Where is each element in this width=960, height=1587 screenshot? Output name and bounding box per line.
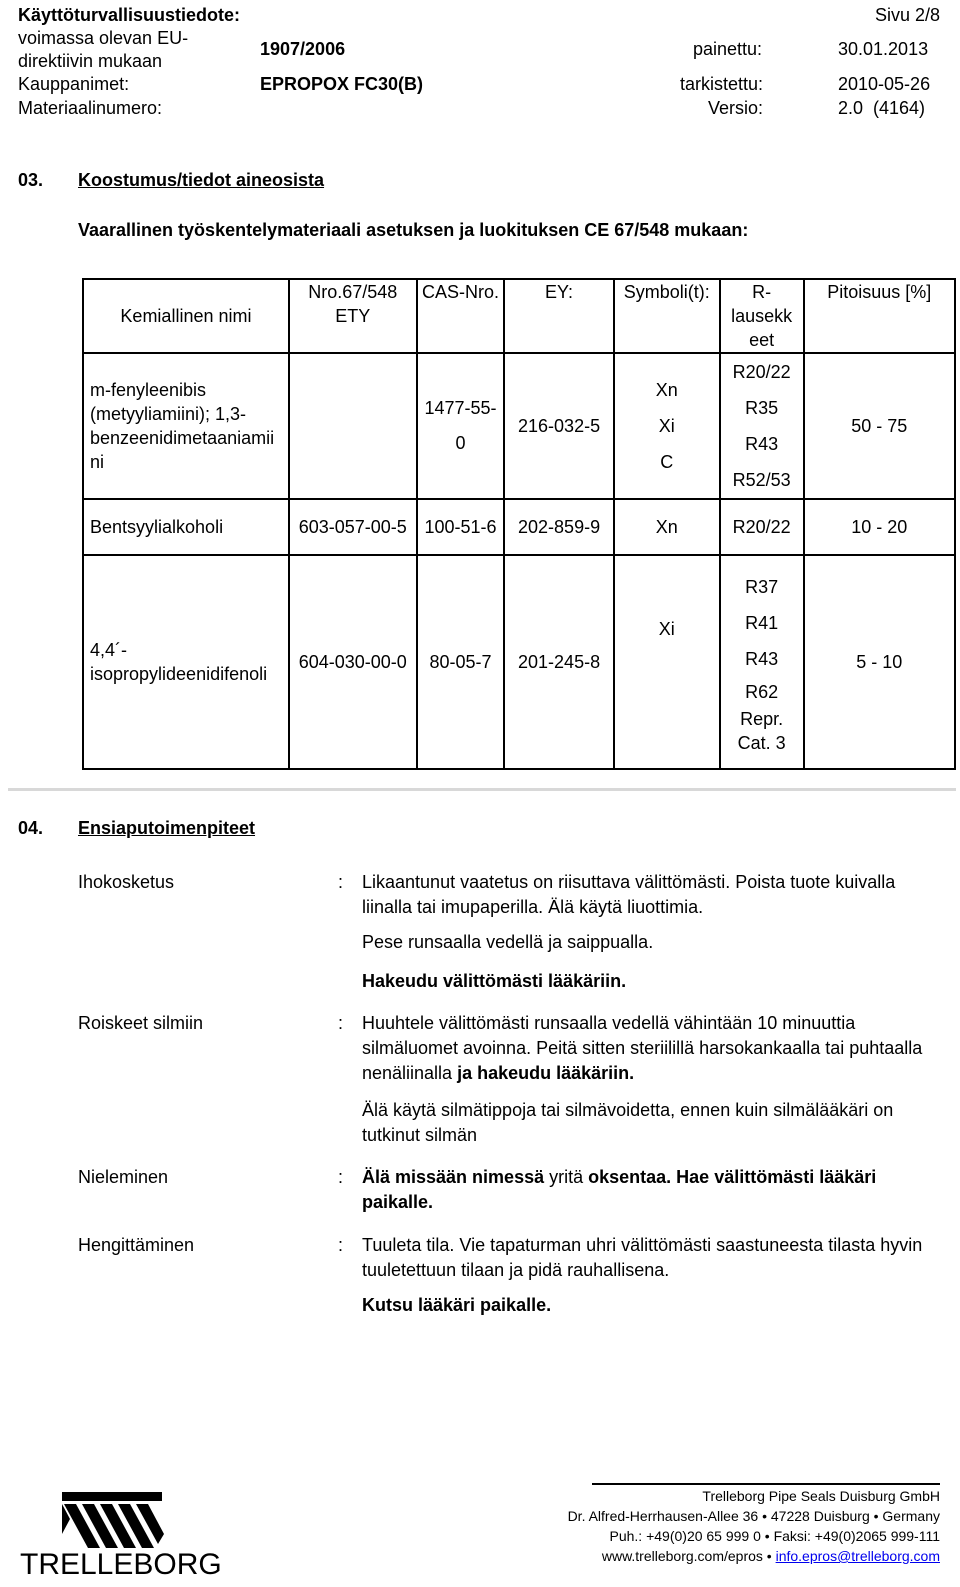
inhalation-text — [362, 1233, 922, 1318]
company-name: Trelleborg Pipe Seals Duisburg GmbH — [702, 1488, 940, 1504]
table-row — [83, 499, 955, 555]
row-3-content: 5 - 10 — [804, 555, 955, 769]
text-line: Älä käytä silmätippoja tai silmävoidetta, ennen kuin silmälääkäri on — [362, 1100, 894, 1120]
section-3-title: Koostumus/tiedot aineosista — [78, 170, 325, 190]
r-phrase: R52/53 — [732, 470, 791, 490]
text-line: Likaantunut vaatetus on riisuttava välittömästi. Poista tuote kuivalla — [362, 872, 896, 892]
email-link[interactable]: info.epros@trelleborg.com — [775, 1548, 940, 1564]
r-phrase: R43 — [745, 434, 779, 454]
row-1-cas: 1477-55-0 — [417, 353, 505, 499]
header-symbol: Symboli(t): — [614, 279, 720, 353]
composition-table — [82, 278, 956, 770]
regulation-number: 1907/2006 — [260, 39, 346, 59]
checked-label: tarkistettu: — [680, 74, 764, 94]
text-line — [362, 1165, 876, 1190]
trelleborg-logo — [18, 1490, 222, 1581]
r-phrase: R62 — [745, 682, 779, 702]
row-1-content: 50 - 75 — [804, 353, 955, 499]
row-2-nro: 603-057-00-5 — [289, 499, 417, 555]
row-2-cas: 100-51-6 — [417, 499, 505, 555]
r-phrase: R20/22 — [732, 362, 791, 382]
tradename-label: Kauppanimet: — [18, 74, 130, 94]
row-2-name: Bentsyylialkoholi — [83, 499, 289, 555]
text-line: paikalle. — [362, 1192, 434, 1212]
text-line: Tuuleta tila. Vie tapaturman uhri välittömästi saastuneesta tilasta hyvin — [362, 1235, 923, 1255]
text-line: liinalla tai imupaperilla. Älä käytä liuottimia. — [362, 897, 704, 917]
row-3-name-line: isopropylideenidifenoli — [90, 664, 268, 684]
colon: : — [338, 1167, 344, 1187]
r-phrase: R43 — [745, 649, 779, 669]
row-3-ey: 201-245-8 — [504, 555, 613, 769]
row-1-symbols — [614, 353, 720, 499]
checked-date: 2010-05-26 — [838, 74, 931, 94]
text-span: nenäliinalla — [362, 1063, 458, 1083]
table-row — [83, 353, 955, 499]
logo-wordmark: TRELLEBORG — [20, 1548, 222, 1581]
eye-splash-text — [362, 1011, 922, 1148]
row-1-name-line: m-fenyleenibis — [90, 380, 207, 400]
header-r-phrases — [720, 279, 804, 353]
row-2-r-phrases: R20/22 — [720, 499, 804, 555]
swallowing-text — [362, 1165, 876, 1215]
row-2-symbols: Xn — [614, 499, 720, 555]
trelleborg-logo-icon — [18, 1490, 208, 1552]
skin-contact-label: Ihokosketus — [78, 872, 175, 892]
text-line: Pese runsaalla vedellä ja saippualla. — [362, 932, 654, 952]
company-phone: Puh.: +49(0)20 65 999 0 • Faksi: +49(0)2065 999-111 — [609, 1528, 940, 1544]
row-1-name-line: ni — [90, 452, 105, 472]
header-content: Pitoisuus [%] — [804, 279, 955, 353]
material-label: Materiaalinumero: — [18, 98, 163, 118]
symbol-code: C — [660, 452, 674, 472]
text-line: Kutsu lääkäri paikalle. — [362, 1295, 552, 1315]
row-1-name-line: benzeenidimetaaniamii — [90, 428, 275, 448]
header-nro-line-1: Nro.67/548 — [308, 282, 398, 302]
section-3-number: 03. — [18, 170, 44, 190]
version: 2.0 (4164) — [838, 98, 926, 118]
row-3-r-phrases — [720, 555, 804, 769]
footer-line — [592, 1483, 940, 1485]
header-nro-line-2: ETY — [335, 306, 371, 326]
row-1-name — [83, 353, 289, 499]
printed-date: 30.01.2013 — [838, 39, 929, 59]
colon: : — [338, 1013, 344, 1033]
row-3-name — [83, 555, 289, 769]
row-3-nro: 604-030-00-0 — [289, 555, 417, 769]
colon: : — [338, 872, 344, 892]
colon: : — [338, 1235, 344, 1255]
r-phrase: R35 — [745, 398, 779, 418]
company-web — [602, 1546, 940, 1566]
r-phrase: R37 — [745, 577, 779, 597]
company-address: Dr. Alfred-Herrhausen-Allee 36 • 47228 Duisburg • Germany — [567, 1508, 940, 1524]
skin-contact-text — [362, 870, 895, 994]
regulation-label: voimassa olevan EU- — [18, 28, 189, 48]
header-chemical-name: Kemiallinen nimi — [83, 279, 289, 353]
row-3-symbols: Xi — [614, 555, 720, 769]
row-1-r-phrases — [720, 353, 804, 499]
regulation-label-2: direktiivin mukaan — [18, 51, 163, 71]
eye-splash-label: Roiskeet silmiin — [78, 1013, 204, 1033]
row-2-content: 10 - 20 — [804, 499, 955, 555]
page-number: Sivu 2/8 — [874, 5, 940, 25]
section-divider — [8, 788, 956, 791]
swallowing-label: Nieleminen — [78, 1167, 169, 1187]
text-span-bold: Älä missään nimessä — [362, 1167, 545, 1187]
row-3-cas: 80-05-7 — [417, 555, 505, 769]
header-nro — [289, 279, 417, 353]
text-span-bold: ja hakeudu lääkäriin. — [457, 1063, 635, 1083]
text-line: tuuletettuun tilaan ja pidä rauhallisena. — [362, 1260, 670, 1280]
text-line: Hakeudu välittömästi lääkäriin. — [362, 971, 627, 991]
row-1-ey: 216-032-5 — [504, 353, 613, 499]
text-line: silmäluomet avoinna. Peitä sitten steriilillä harsokankaalla tai puhtaalla — [362, 1038, 923, 1058]
text-line: Huuhtele välittömästi runsaalla vedellä vähintään 10 minuuttia — [362, 1013, 856, 1033]
inhalation-label: Hengittäminen — [78, 1235, 195, 1255]
r-phrase: Repr. — [740, 709, 784, 729]
text-span-bold: oksentaa. — [588, 1167, 672, 1187]
printed-label: painettu: — [693, 39, 763, 59]
section-3-intro: Vaarallinen työskentelymateriaali asetuksen ja luokituksen CE 67/548 mukaan: — [78, 220, 749, 240]
symbol-code: Xn — [655, 380, 678, 400]
header-r-line-3: eet — [749, 330, 775, 350]
r-phrase: R41 — [745, 613, 779, 633]
tradename: EPROPOX FC30(B) — [260, 74, 424, 94]
r-phrase: Cat. 3 — [737, 733, 786, 753]
header-r-line-2: lausekk — [731, 306, 793, 326]
version-label: Versio: — [708, 98, 764, 118]
row-1-nro — [289, 353, 417, 499]
row-2-ey: 202-859-9 — [504, 499, 613, 555]
section-4-title: Ensiaputoimenpiteet — [78, 818, 256, 838]
header-ey: EY: — [504, 279, 613, 353]
row-1-name-line: (metyyliamiini); 1,3- — [90, 404, 247, 424]
symbol-code: Xi — [658, 416, 675, 436]
text-span: yritä — [544, 1167, 589, 1187]
text-line: tutkinut silmän — [362, 1125, 478, 1145]
text-span-bold: Hae välittömästi lääkäri — [671, 1167, 877, 1187]
header-r-line-1: R- — [752, 282, 772, 302]
section-4-number: 04. — [18, 818, 44, 838]
document-title: Käyttöturvallisuustiedote: — [18, 5, 241, 25]
text-line — [362, 1061, 922, 1086]
web-link[interactable]: www.trelleborg.com/epros • — [601, 1548, 776, 1564]
table-row — [83, 555, 955, 769]
table-header-row — [83, 279, 955, 353]
row-3-name-line: 4,4´- — [90, 640, 128, 660]
header-cas: CAS-Nro. — [417, 279, 505, 353]
